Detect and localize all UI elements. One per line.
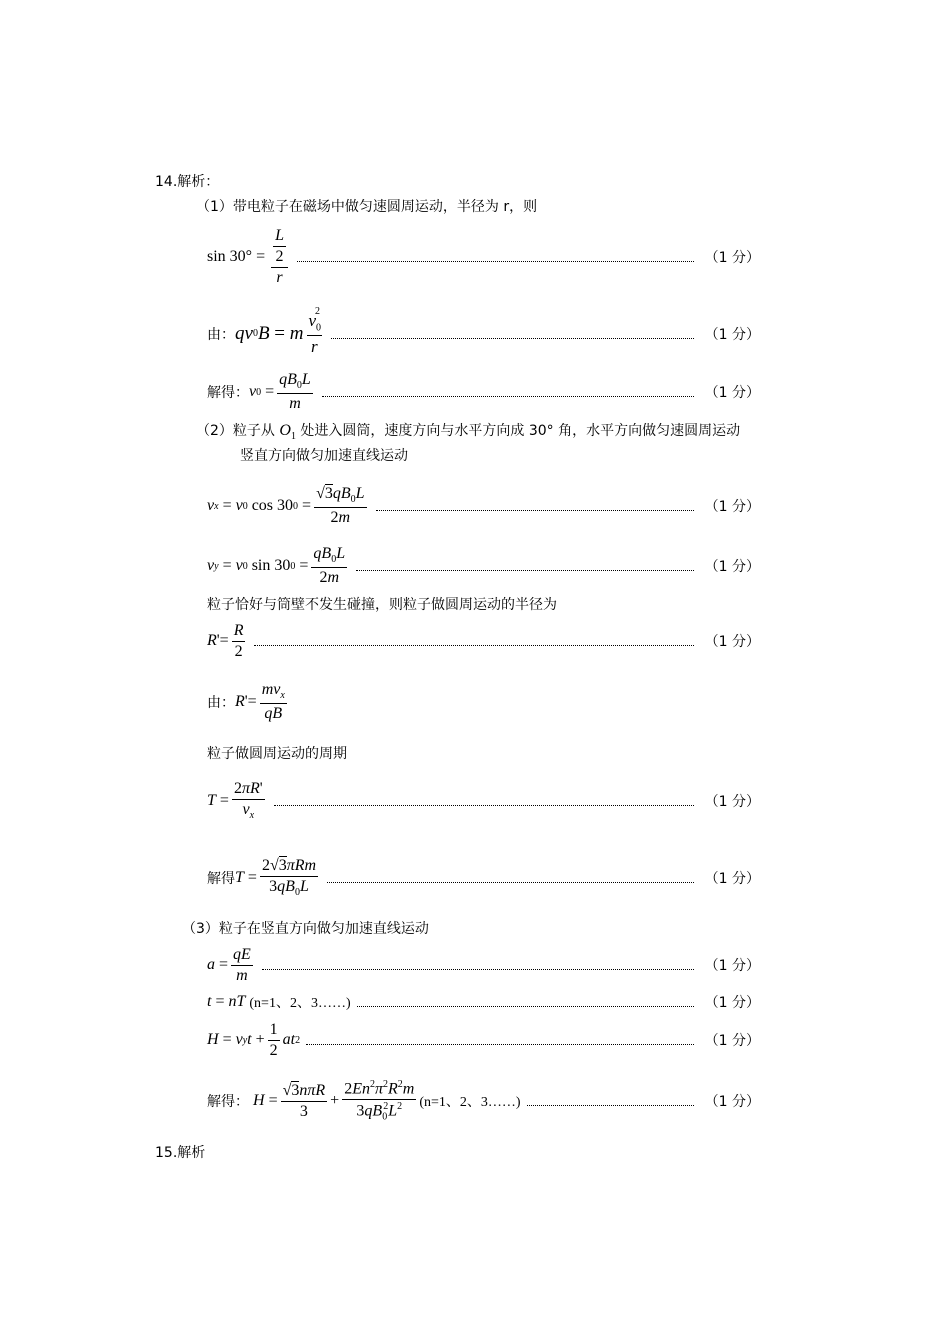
- eq-force: [207, 305, 760, 363]
- eq-t: [207, 990, 760, 1014]
- score: （1 分）: [704, 871, 760, 887]
- dotted-leader: [254, 645, 694, 646]
- equation: a = $\frac{qE}{m}$: [207, 945, 251, 984]
- dotted-leader: [262, 969, 694, 970]
- jiede-label: 解得：: [207, 1094, 249, 1110]
- part-3-label: （3）粒子在竖直方向做匀加速直线运动: [182, 921, 429, 937]
- dotted-leader: [274, 805, 694, 806]
- eq-a: [207, 942, 760, 988]
- score: （1 分）: [704, 634, 760, 650]
- equation: T = $\frac{\text{2√3πRm}}{3qB_0L}$: [235, 857, 317, 899]
- collision-text: 粒子恰好与筒壁不发生碰撞，则粒子做圆周运动的半径为: [207, 597, 557, 613]
- equation: t = nT (n=1、2、3……): [207, 993, 351, 1011]
- score: （1 分）: [704, 327, 760, 343]
- o1-symbol: $O_1$: [279, 422, 296, 443]
- score: （1 分）: [704, 499, 760, 515]
- score: （1 分）: [704, 1033, 760, 1049]
- jiede-label: 解得：: [207, 385, 249, 401]
- n-range: (n=1、2、3……): [419, 1095, 521, 1110]
- dotted-leader: [306, 1044, 694, 1045]
- score: （1 分）: [704, 1094, 760, 1110]
- part-2-text-line2: 竖直方向做匀加速直线运动: [240, 448, 408, 464]
- eq-v0: [207, 368, 760, 416]
- dotted-leader: [357, 1006, 694, 1007]
- part-1-label: （1）带电粒子在磁场中做匀速圆周运动，半径为 r，则: [196, 199, 538, 215]
- dotted-leader: [331, 338, 694, 339]
- jiede-label: 解得: [207, 871, 235, 887]
- eq-period: [207, 775, 760, 827]
- you-label: 由：: [207, 327, 235, 343]
- problem-14-heading: 14.解析：: [155, 174, 220, 190]
- equation: v 0 = $\frac{qB_0L}{m}$: [249, 371, 311, 412]
- n-range: (n=1、2、3……): [249, 996, 351, 1011]
- part-2-prefix: （2）粒子从: [196, 423, 275, 439]
- score: （1 分）: [704, 385, 760, 401]
- eq-r-prime: [207, 617, 760, 665]
- eq-vy: [207, 540, 760, 592]
- score: （1 分）: [704, 958, 760, 974]
- eq-r-prime-mv: [207, 678, 760, 726]
- part-2-label: [196, 420, 740, 442]
- dotted-leader: [322, 396, 694, 397]
- equation: R '= $\frac{mv_x}{qB}$: [235, 681, 285, 722]
- dotted-leader: [327, 882, 694, 883]
- score: （1 分）: [704, 559, 760, 575]
- dotted-leader: [356, 570, 694, 571]
- equation: v x = v 0 cos 30 0 = $\frac{√3qB_0L}{2m}$: [207, 485, 365, 526]
- equation: v y = v 0 sin 30 0 = $\frac{qB_0L}{2m}$: [207, 545, 346, 586]
- period-text: 粒子做圆周运动的周期: [207, 746, 347, 762]
- equation: H = $\frac{\text{√3nπR}}{3}$ + $\frac{2En^2\pi^2R^2m}{3qB_0^2L^2}$ (n=1、2、3……): [253, 1079, 521, 1123]
- equation: H = v y t + $\frac{1}{2}$ at 2: [207, 1020, 301, 1059]
- part-2-text: 处进入圆筒，速度方向与水平方向成 30° 角，水平方向做匀速圆周运动: [300, 423, 741, 439]
- dotted-leader: [527, 1105, 694, 1106]
- problem-15-heading: 15.解析: [155, 1145, 206, 1161]
- score: （1 分）: [704, 250, 760, 266]
- score: （1 分）: [704, 794, 760, 810]
- equation: sin 30° = $\frac{\frac{L}{2}}{r}$: [207, 227, 291, 287]
- eq-sin30: [207, 222, 760, 292]
- dotted-leader: [297, 261, 694, 262]
- score: （1 分）: [704, 995, 760, 1011]
- equation: R '= $\frac{R}{2}$: [207, 621, 244, 660]
- eq-vx: [207, 480, 760, 532]
- eq-h-result: [207, 1074, 760, 1128]
- eq-period-result: [207, 852, 760, 904]
- equation: T = $\frac{2\pi R'}{v_x}$: [207, 780, 263, 822]
- dotted-leader: [376, 510, 694, 511]
- equation: qv 0 B = m $\frac{v_0^2}{r}$: [235, 305, 322, 356]
- eq-h: [207, 1016, 760, 1064]
- you-label: 由：: [207, 695, 235, 711]
